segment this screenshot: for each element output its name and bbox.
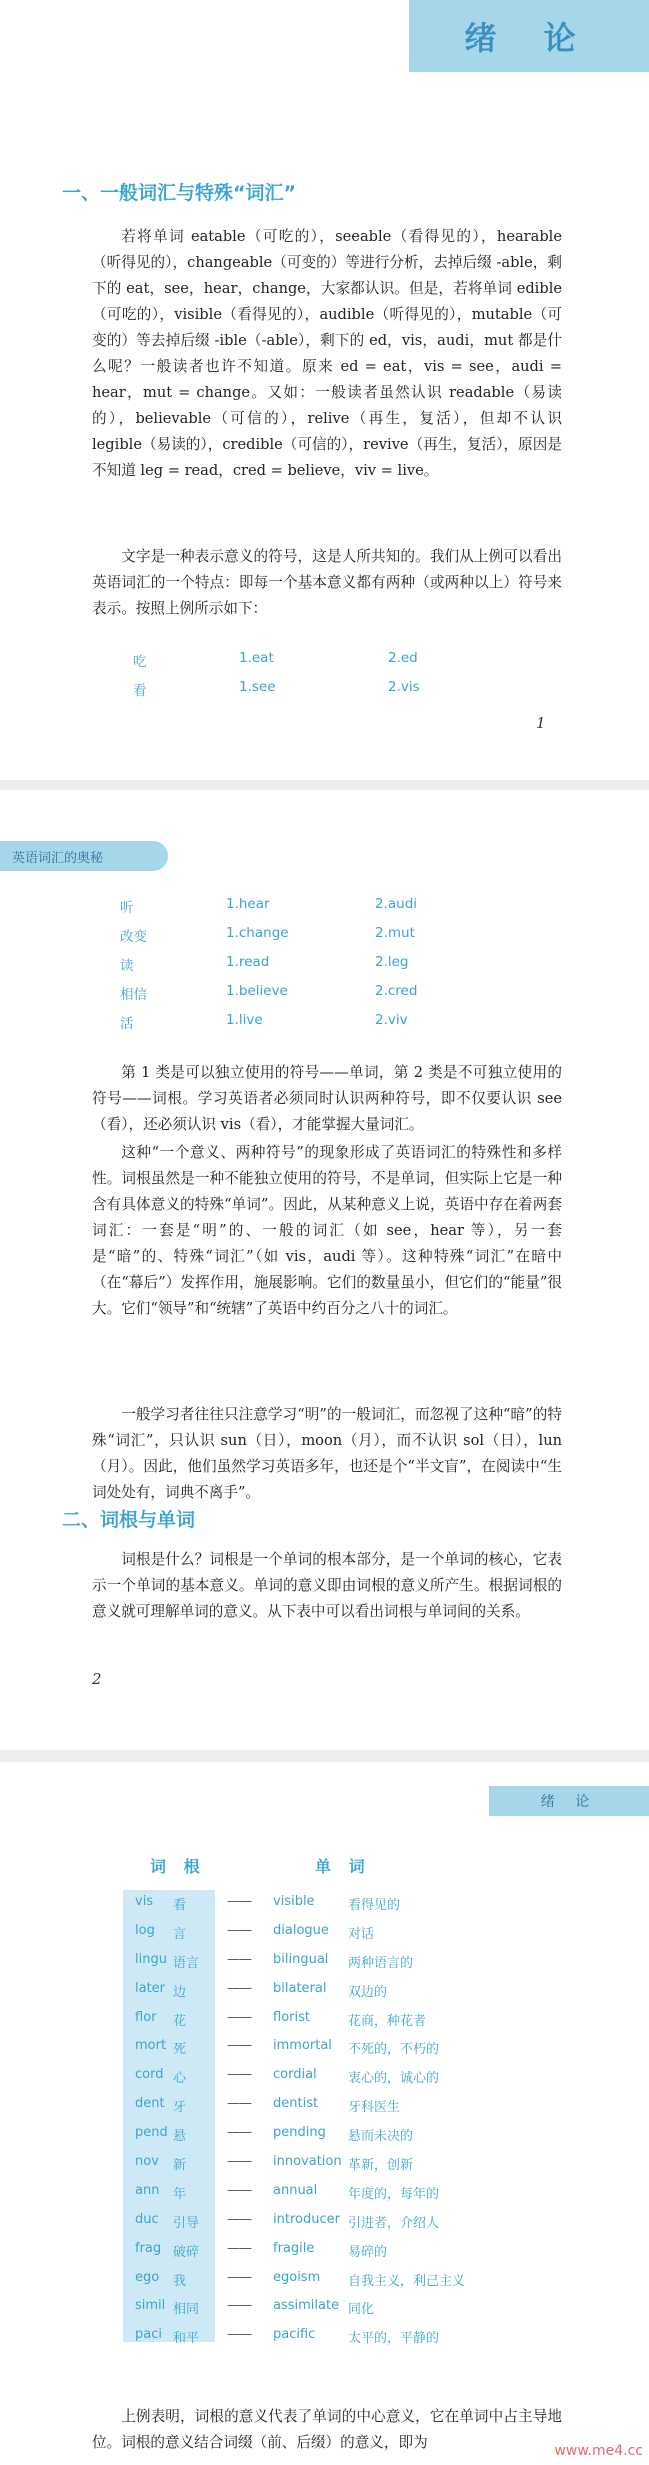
section-2-title: 二、词根与单词 [62,1509,196,1531]
table-row [123,2092,543,2121]
dash-separator: —— [227,1894,251,1909]
root-cell: nov [135,2154,159,2170]
list-item: 听 1.hear 2.audi [120,896,418,916]
paragraph: 上例表明，词根的意义代表了单词的中心意义，它在单词中占主导地位。词根的意义结合词缀（前、后缀）的意义，即为 [92,2408,562,2451]
root-meaning-cell: 新 [173,2158,187,2174]
root-cell: vis [135,1894,154,1909]
root-cell: lingu [135,1951,167,1967]
root-meaning-cell: 言 [173,1926,187,1942]
root-cell: frag [135,2240,162,2256]
list-item: 读 1.read 2.leg [120,954,409,974]
root-meaning-cell: 看 [173,1898,187,1913]
root-cell: ego [135,2269,160,2285]
word-cell: fragile [273,2240,315,2256]
word-meaning-cell: 双边的 [348,1984,388,2000]
word-meaning-cell: 太平的，平静的 [348,2331,440,2347]
root-meaning-cell: 语言 [173,1955,200,1971]
dash-separator: —— [227,2096,251,2112]
table-row [123,2063,543,2092]
running-header: 英语词汇的奥秘 [0,841,168,871]
page-3 [0,1762,649,2465]
word-meaning-cell: 看得见的 [348,1898,401,1913]
chapter-title: 绪 论 [409,0,649,72]
section-1-title: 一、一般词汇与特殊“词汇” [62,182,296,204]
table-row [123,1890,543,1919]
table-row [123,1919,543,1948]
table-row [123,2208,543,2237]
table-row [123,2121,543,2150]
dash-separator: —— [227,2298,251,2314]
word-meaning-cell: 年度的，每年的 [348,2186,440,2202]
dash-separator: —— [227,2211,251,2227]
root-cell: later [135,1980,166,1996]
paragraph: 一般学习者往往只注意学习“明”的一般词汇，而忽视了这种“暗”的特殊“词汇”，只认识 sun（日），moon（月），而不认识 sol（日），lun（月）。因此，他们虽然学习英语多年，也还是个“半文盲”，在阅读中“生词处处有，词典不离手”。 [92,1406,562,1501]
root-meaning-cell: 死 [173,2042,187,2058]
list-item: 看 1.see 2.vis [133,679,420,699]
word-meaning-cell: 牙科医生 [348,2100,401,2116]
word-meaning-cell: 两种语言的 [348,1955,414,1971]
table-row [123,2294,543,2323]
word-meaning-cell: 同化 [348,2302,375,2318]
table-row [123,2266,543,2295]
page-number: 1 [536,714,546,732]
root-meaning-cell: 牙 [173,2100,187,2116]
word-cell: immortal [273,2038,332,2054]
word-cell: pacific [273,2327,316,2343]
paragraph: 这种“一个意义、两种符号”的现象形成了英语词汇的特殊性和多样性。词根虽然是一种不能独立使用的符号，不是单词，但实际上它是一种含有具体意义的特殊“单词”。因此，从某种意义上说，英语中存在着两套词汇：一套是“明”的、一般的词汇（如 see，hear 等），另一套是“暗”的、特殊“词汇”（如 vis，audi 等）。这种特殊“词汇”在暗中（在“幕后”）发挥作用，施展影响。它们的数量虽小，但它们的“能量”很大。它们“领导”和“统辖”了英语中约百分之八十的词汇。 [92,1144,562,1317]
page-number: 2 [92,1670,102,1688]
paragraph: 文字是一种表示意义的符号，这是人所共知的。我们从上例可以看出英语词汇的一个特点：即每一个基本意义都有两种（或两种以上）符号来表示。按照上例所示如下： [92,548,562,617]
table-row [123,2150,543,2179]
dash-separator: —— [227,2067,251,2083]
column-header-word: 单 词 [315,1857,371,1876]
word-cell: visible [273,1894,315,1909]
table-row [123,1977,543,2006]
word-cell: pending [273,2125,326,2141]
root-meaning-cell: 引导 [173,2215,200,2231]
root-cell: pend [135,2125,168,2141]
root-meaning-cell: 和平 [173,2331,200,2347]
root-cell: mort [135,2038,167,2054]
word-meaning-cell: 易碎的 [348,2244,388,2260]
paragraph: 词根是什么？词根是一个单词的根本部分，是一个单词的核心，它表示一个单词的基本意义。单词的意义即由词根的意义所产生。根据词根的意义就可理解单词的意义。从下表中可以看出词根与单词间的关系。 [92,1551,562,1620]
word-cell: dentist [273,2096,319,2112]
table-row [123,2323,543,2352]
root-cell: paci [135,2327,162,2343]
table-row [123,2034,543,2063]
dash-separator: —— [227,2327,251,2343]
symbol-pair-list [120,896,540,1041]
word-cell: dialogue [273,1922,329,1938]
list-item: 相信 1.believe 2.cred [120,983,418,1003]
table-row [123,2237,543,2266]
word-cell: florist [273,2009,310,2025]
word-cell: cordial [273,2067,317,2083]
list-item: 活 1.live 2.viv [120,1012,408,1032]
root-meaning-cell: 破碎 [173,2244,200,2260]
root-cell: cord [135,2067,164,2083]
root-meaning-cell: 相同 [173,2302,200,2318]
word-cell: assimilate [273,2298,340,2314]
word-meaning-cell: 革新，创新 [348,2158,414,2174]
running-header: 绪 论 [489,1786,649,1816]
root-meaning-cell: 花 [173,2013,187,2029]
word-cell: innovation [273,2154,342,2170]
dash-separator: —— [227,2009,251,2025]
column-header-root: 词 根 [150,1857,206,1876]
dash-separator: —— [227,2125,251,2141]
dash-separator: —— [227,1922,251,1938]
table-row [123,2006,543,2035]
table-row [123,2179,543,2208]
word-meaning-cell: 引进者，介绍人 [348,2215,440,2231]
paragraph: 第 1 类是可以独立使用的符号——单词，第 2 类是不可独立使用的符号——词根。学习英语者必须同时认识两种符号，即不仅要认识 see（看），还必须认识 vis（看），才能掌握大量词汇。 [92,1064,562,1133]
word-cell: bilingual [273,1951,329,1967]
word-cell: egoism [273,2269,321,2285]
root-meaning-cell: 悬 [173,2129,187,2145]
root-cell: dent [135,2096,165,2112]
paragraph: 若将单词 eatable（可吃的），seeable（看得见的），hearable（听得见的），changeable（可变的）等进行分析，去掉后缀 -able，剩下的 eat，see，hear，change，大家都认识。但是，若将单词 edible（可吃的），visible（看得见的），audible（听得见的），mutable（可变的）等去掉后缀 -ible（-able），剩下的 ed，vis，audi，mut 都是什么呢？一般读者也许不知道。原来 ed = eat，vis = see，audi = hear，mut = change。又如：一般读者虽然认识 readable（易读的），believable（可信的），relive（再生，复活），但却不认识 legible（易读的），credible（可信的），revive（再生，复活），原因是不知道 leg = read，cred = believe，viv = live。 [92,228,562,479]
word-meaning-cell: 悬而未决的 [348,2129,414,2145]
dash-separator: —— [227,2269,251,2285]
word-meaning-cell: 花商，种花者 [348,2013,427,2029]
root-cell: duc [135,2211,159,2227]
table-row [123,1948,543,1977]
word-cell: annual [273,2182,318,2198]
root-cell: log [135,1922,155,1938]
root-meaning-cell: 边 [173,1984,187,2000]
dash-separator: —— [227,2240,251,2256]
list-item: 吃 1.eat 2.ed [133,650,418,670]
word-cell: introducer [273,2211,340,2227]
dash-separator: —— [227,2038,251,2054]
dash-separator: —— [227,2154,251,2170]
symbol-pair-list [133,650,553,708]
word-meaning-cell: 对话 [348,1926,375,1942]
list-item: 改变 1.change 2.mut [120,925,415,945]
root-cell: flor [135,2009,157,2025]
root-meaning-cell: 年 [173,2186,187,2202]
word-meaning-cell: 衷心的，诚心的 [348,2071,440,2087]
word-meaning-cell: 不死的，不朽的 [348,2042,440,2058]
page-1 [0,0,649,780]
root-meaning-cell: 心 [173,2071,187,2087]
dash-separator: —— [227,1980,251,1996]
root-word-table [123,1890,543,2352]
root-meaning-cell: 我 [173,2273,187,2289]
dash-separator: —— [227,1951,251,1967]
root-cell: ann [135,2182,160,2198]
word-cell: bilateral [273,1980,327,1996]
word-meaning-cell: 自我主义，利己主义 [348,2273,466,2289]
page-2 [0,790,649,1750]
root-cell: simil [135,2298,166,2314]
dash-separator: —— [227,2182,251,2198]
watermark: www.me4.cc [554,2443,643,2459]
